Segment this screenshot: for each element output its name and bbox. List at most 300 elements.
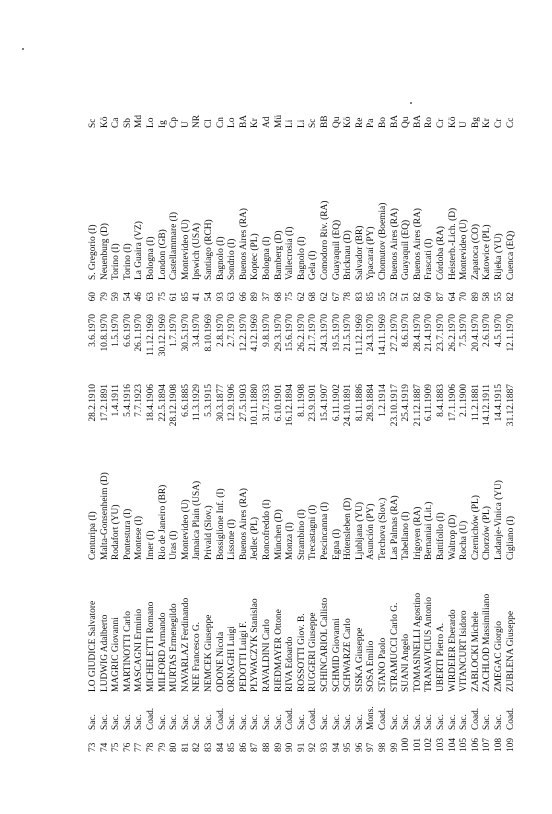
entry-province-code: Kö xyxy=(343,116,354,128)
entry-death-place: Ipswich (USA) xyxy=(192,222,203,280)
entry-birthplace: Montese (I) xyxy=(134,516,145,560)
entry-province-code: Lo xyxy=(227,117,238,128)
entry-death-place: Gela (I) xyxy=(308,250,319,280)
entry-name: PEDOTTI Luigi F. xyxy=(238,621,249,692)
entry-name: MURTAS Ermenegildo xyxy=(169,603,180,692)
entry-birth-date: 12.9.1906 xyxy=(227,384,238,422)
entry-name: ORNAGHI Luigi xyxy=(227,626,238,692)
entry-birthplace: Pescincanna (I) xyxy=(320,501,330,560)
entry-name: MICHELETTI Romano xyxy=(146,601,156,692)
entry-death-date: 19.5.1970 xyxy=(331,314,342,352)
entry-birth-date: 31.12.1887 xyxy=(505,384,516,427)
entry-role: Sac. xyxy=(320,714,330,730)
entry-role: Sac. xyxy=(192,714,203,730)
entry-name: ZUBLENA Giuseppe xyxy=(505,611,516,692)
entry-death-date: 7.5.1970 xyxy=(459,314,470,347)
entry-name: ZMEGAC Giorgio xyxy=(494,621,504,692)
entry-province-code: U xyxy=(180,121,191,128)
entry-death-date: 27.2.1970 xyxy=(389,314,400,352)
entry-province-code: BB xyxy=(320,115,330,128)
table-row xyxy=(459,102,471,752)
table-row xyxy=(111,102,123,752)
entry-death-place: Vallecrosia (I) xyxy=(285,226,296,280)
entry-role: Sac. xyxy=(262,714,272,730)
entry-role: Coad. xyxy=(505,707,516,730)
entry-province-code: Ca xyxy=(111,117,122,128)
entry-death-place: Buenos Aires (RA) xyxy=(389,208,400,280)
table-row xyxy=(482,102,494,752)
entry-role: Sac. xyxy=(482,714,493,730)
entry-number: 82 xyxy=(192,742,203,752)
table-row xyxy=(262,102,274,752)
entry-name: ODONE Nicola xyxy=(215,631,226,692)
entry-birth-date: 30.3.1877 xyxy=(215,384,226,422)
entry-age: 87 xyxy=(436,292,446,302)
entry-name: SCHMID Giovanni xyxy=(331,618,342,692)
entry-number: 100 xyxy=(401,737,412,752)
entry-death-place: Montevideo (U) xyxy=(459,219,470,280)
entry-birthplace: München (D) xyxy=(273,509,284,560)
entry-death-place: Neuenburg (D) xyxy=(99,223,110,280)
entry-role: Sac. xyxy=(134,714,145,730)
entry-age: 66 xyxy=(238,292,249,302)
table-row xyxy=(134,102,146,752)
entry-death-place: Ypacaraí (PY) xyxy=(366,226,377,280)
table-row xyxy=(424,102,436,752)
table-row xyxy=(100,102,112,752)
entry-number: 83 xyxy=(204,742,214,752)
entry-role: Coad. xyxy=(470,707,481,730)
entry-age: 89 xyxy=(470,292,481,302)
entry-number: 89 xyxy=(273,742,284,752)
entry-death-date: 21.4.1970 xyxy=(424,314,435,352)
entry-birthplace: Battifollo (I) xyxy=(436,512,446,560)
entry-role: Sac. xyxy=(99,714,110,730)
entry-role: Sac. xyxy=(238,714,249,730)
entry-role: Sac. xyxy=(296,714,307,730)
entry-birthplace: Czernichów (PL) xyxy=(470,495,481,560)
entry-birthplace: Hötensleben (D) xyxy=(343,497,354,560)
table-row xyxy=(413,102,425,752)
entry-death-place: Bagnolo (I) xyxy=(296,236,307,280)
entry-birth-date: 24.10.1891 xyxy=(343,384,354,427)
entry-birth-date: 6.11.1902 xyxy=(331,384,342,422)
entry-province-code: Re xyxy=(354,117,365,128)
entry-name: RAVALDINI Carlo xyxy=(262,619,272,692)
entry-age: 54 xyxy=(122,292,133,302)
entry-role: Sac. xyxy=(227,714,238,730)
table-row xyxy=(448,102,460,752)
entry-province-code: Pa xyxy=(366,118,377,128)
entry-birth-date: 8.4.1883 xyxy=(436,384,446,417)
table-row xyxy=(158,102,170,752)
entry-birthplace: Terchova (Slov.) xyxy=(378,497,388,560)
entry-age: 64 xyxy=(447,292,458,302)
entry-province-code: Cl xyxy=(204,119,214,128)
entry-birthplace: Rodafort (YU) xyxy=(111,504,122,560)
table-row xyxy=(494,102,506,752)
entry-name: WIRDEIER Eberardo xyxy=(447,609,458,692)
entry-death-place: Sondrio (I) xyxy=(227,238,238,280)
entry-birthplace: Imer (I) xyxy=(146,530,156,560)
entry-number: 73 xyxy=(88,742,98,752)
entry-death-date: 21.7.1970 xyxy=(308,314,319,352)
entry-name: SCHWARZE Carlo xyxy=(343,618,354,692)
entry-number: 105 xyxy=(459,737,470,752)
entry-birthplace: Irigoyen (RA) xyxy=(412,506,423,560)
entry-birth-date: 2.1.1900 xyxy=(459,384,470,417)
entry-province-code: Ad xyxy=(262,116,272,128)
entry-province-code: Lo xyxy=(146,117,156,128)
entry-death-date: 1.7.1970 xyxy=(169,314,180,347)
entry-age: 79 xyxy=(99,292,110,302)
entry-age: 41 xyxy=(192,292,203,302)
entry-birthplace: Cigliano (I) xyxy=(505,515,516,560)
entry-death-date: 12.2.1970 xyxy=(238,314,249,352)
entry-death-place: Bagnolo (I) xyxy=(215,236,226,280)
entry-age: 59 xyxy=(111,292,122,302)
entry-name: SISKA Giuseppe xyxy=(354,627,365,692)
entry-number: 101 xyxy=(412,737,423,752)
entry-province-code: Mü xyxy=(273,114,284,128)
entry-number: 103 xyxy=(436,737,446,752)
entry-birth-date: 15.4.1907 xyxy=(320,384,330,422)
entry-death-date: 20.4.1970 xyxy=(470,314,481,352)
entry-death-place: S. Gregorio (I) xyxy=(88,224,98,280)
entry-death-date: 4.5.1970 xyxy=(494,314,504,347)
entry-death-place: La Guaira (VZ) xyxy=(134,221,145,280)
entry-role: Coad. xyxy=(215,707,226,730)
entry-number: 86 xyxy=(238,742,249,752)
entry-number: 90 xyxy=(285,742,296,752)
entry-death-date: 3.6.1970 xyxy=(88,314,98,347)
entry-role: Sac. xyxy=(122,714,133,730)
entry-name: SCHINCARIOL Callisto xyxy=(320,597,330,692)
entry-province-code: BA xyxy=(238,114,249,128)
entry-number: 74 xyxy=(99,742,110,752)
entry-birth-date: 14.12.1911 xyxy=(482,384,493,426)
entry-birth-date: 7.7.1923 xyxy=(134,384,145,417)
entry-death-date: 23.7.1970 xyxy=(436,314,446,352)
entry-name: ROSSOTTI Giov. B. xyxy=(296,613,307,692)
entry-age: 55 xyxy=(378,292,388,302)
entry-death-date: 2.6.1970 xyxy=(482,314,493,347)
entry-death-date: 26.2.1970 xyxy=(296,314,307,352)
table-row xyxy=(366,102,378,752)
entry-province-code: Sc xyxy=(88,118,98,128)
entry-province-code: Li xyxy=(296,119,307,128)
table-row xyxy=(320,102,332,752)
entry-birth-date: 23.9.1901 xyxy=(308,384,319,422)
entry-name: ZACHLOD Massimiliano xyxy=(482,593,493,692)
scan-speck xyxy=(22,48,24,50)
entry-birth-date: 11.2.1881 xyxy=(470,384,481,422)
entry-number: 91 xyxy=(296,742,307,752)
entry-age: 63 xyxy=(227,292,238,302)
entry-birth-date: 1.4.1911 xyxy=(111,384,122,417)
entry-death-place: Guayaquil (EQ) xyxy=(331,219,342,280)
table-row xyxy=(146,102,158,752)
entry-age: 85 xyxy=(366,292,377,302)
table-row xyxy=(169,102,181,752)
entry-death-place: Guayaquil (EQ) xyxy=(401,219,412,280)
entry-birth-date: 22.5.1894 xyxy=(157,384,168,422)
entry-name: STANO Paolo xyxy=(378,637,388,692)
entry-number: 84 xyxy=(215,742,226,752)
entry-province-code: Kr xyxy=(482,118,493,128)
entry-age: 82 xyxy=(505,292,516,302)
entry-province-code: Cr xyxy=(494,118,504,128)
entry-birth-date: 17.1.1906 xyxy=(447,384,458,422)
entry-death-place: Torino (I) xyxy=(122,243,133,280)
entry-number: 93 xyxy=(320,742,330,752)
entry-name: ZABLOCKI Michele xyxy=(470,611,481,692)
entry-number: 78 xyxy=(146,742,156,752)
entry-province-code: Sc xyxy=(308,118,319,128)
entry-province-code: Kr xyxy=(250,118,261,128)
entry-death-date: 8.10.1969 xyxy=(204,314,214,352)
entry-birth-date: 28.9.1884 xyxy=(366,384,377,422)
entry-death-place: London (GB) xyxy=(157,229,168,280)
entry-birth-date: 14.4.1915 xyxy=(494,384,504,422)
entry-death-place: Koptec (PL) xyxy=(250,233,261,280)
entry-name: MASCAGNI Erminio xyxy=(134,608,145,692)
entry-number: 85 xyxy=(227,742,238,752)
entry-birthplace: Roncofreddo (I) xyxy=(262,499,272,560)
entry-birthplace: Rocha (U) xyxy=(459,520,470,560)
entry-birth-date: 11.3.1929 xyxy=(192,384,203,422)
table-row xyxy=(181,102,193,752)
entry-role: Sac. xyxy=(401,714,412,730)
entry-province-code: Qu xyxy=(401,116,412,128)
entry-birthplace: Privald (Slov.) xyxy=(204,505,214,560)
entry-role: Sac. xyxy=(412,714,423,730)
table-row xyxy=(436,102,448,752)
entry-age: 75 xyxy=(157,292,168,302)
entry-province-code: Ig xyxy=(157,120,168,128)
entry-number: 107 xyxy=(482,737,493,752)
entry-province-code: Bo xyxy=(378,117,388,128)
entry-death-place: Montevideo (U) xyxy=(180,219,191,280)
entry-birthplace: Bossiglione Inf. (I) xyxy=(215,488,226,560)
entry-name: NEMCEK Giuseppe xyxy=(204,614,214,692)
entry-death-date: 4.12.1969 xyxy=(250,314,261,352)
entry-birth-date: 6.10.1901 xyxy=(273,384,284,422)
entry-name: TRANAVICIUS Antonio xyxy=(424,597,435,692)
entry-name: NEE Francesco G. xyxy=(192,621,203,692)
entry-birth-date: 25.4.1919 xyxy=(401,384,412,422)
entry-birthplace: Egna (I) xyxy=(331,529,342,560)
entry-birthplace: Buenos Aires (RA) xyxy=(238,488,249,560)
entry-province-code: Cn xyxy=(215,117,226,128)
entry-age: 51 xyxy=(401,292,412,302)
entry-birth-date: 6.6.1885 xyxy=(180,384,191,417)
entry-birthplace: Lissone (I) xyxy=(227,519,238,560)
entry-role: Sac. xyxy=(111,714,122,730)
scan-speck xyxy=(410,102,412,104)
entry-birth-date: 28.2.1910 xyxy=(88,384,98,422)
entry-number: 88 xyxy=(262,742,272,752)
entry-age: 82 xyxy=(412,292,423,302)
entry-age: 60 xyxy=(88,292,98,302)
table-row xyxy=(250,102,262,752)
table-row xyxy=(343,102,355,752)
entry-name: MARTINOTTI Carlo xyxy=(122,611,133,692)
entry-province-code: Bg xyxy=(470,117,481,128)
entry-birth-date: 21.12.1887 xyxy=(412,384,423,427)
entry-death-date: 9.8.1970 xyxy=(262,314,272,347)
entry-role: Sac. xyxy=(494,714,504,730)
entry-birth-date: 6.11.1909 xyxy=(424,384,435,422)
entry-death-place: Salvador (BR) xyxy=(354,225,365,280)
entry-death-date: 15.6.1970 xyxy=(285,314,296,352)
entry-role: Sac. xyxy=(273,714,284,730)
entry-role: Sac. xyxy=(331,714,342,730)
entry-number: 109 xyxy=(505,737,516,752)
entry-death-date: 6.6.1970 xyxy=(122,314,133,347)
entry-province-code: Sb xyxy=(122,118,133,128)
entry-age: 93 xyxy=(215,292,226,302)
entry-role: Coad. xyxy=(378,707,388,730)
entry-province-code: Cc xyxy=(505,117,516,128)
entry-death-date: 11.12.1969 xyxy=(354,314,365,356)
entry-role: Coad. xyxy=(146,707,156,730)
entry-role: Sac. xyxy=(459,714,470,730)
entry-birthplace: Jedlec (PL) xyxy=(250,517,261,560)
entry-role: Coad. xyxy=(308,707,319,730)
entry-death-place: Bologna (I) xyxy=(146,236,156,280)
entry-age: 61 xyxy=(169,292,180,302)
entry-age: 68 xyxy=(308,292,319,302)
entry-number: 75 xyxy=(111,742,122,752)
entry-number: 92 xyxy=(308,742,319,752)
entry-age: 67 xyxy=(331,292,342,302)
entry-number: 104 xyxy=(447,737,458,752)
entry-birth-date: 1.2.1914 xyxy=(378,384,388,417)
entry-number: 102 xyxy=(424,737,435,752)
entry-age: 60 xyxy=(424,292,435,302)
entry-number: 97 xyxy=(366,742,377,752)
entry-province-code: Qu xyxy=(331,116,342,128)
entry-birthplace: Tabellano (I) xyxy=(401,511,412,560)
entry-death-date: 10.8.1970 xyxy=(99,314,110,352)
entry-number: 79 xyxy=(157,742,168,752)
entry-name: RIEDMAYER Ottone xyxy=(273,609,284,692)
entry-birthplace: Centuripa (I) xyxy=(88,511,98,560)
entry-death-place: Castellammare (I) xyxy=(169,212,180,280)
entry-age: 62 xyxy=(320,292,330,302)
entry-death-date: 26.1.1970 xyxy=(134,314,145,352)
entry-death-place: Córdoba (RA) xyxy=(436,226,446,280)
entry-birthplace: Waltrop (D) xyxy=(447,514,458,560)
entry-role: Sac. xyxy=(389,714,400,730)
entry-birthplace: Ladanje-Vinica (YU) xyxy=(494,480,504,560)
entry-name: SUANI Angelo xyxy=(401,633,412,692)
entry-birth-date: 8.11.1886 xyxy=(354,384,365,422)
table-row xyxy=(239,102,251,752)
entry-death-place: Cuenca (EQ) xyxy=(505,230,516,280)
entry-name: PLYWACZYK Stanislao xyxy=(250,598,261,692)
entry-province-code: Kö xyxy=(99,116,110,128)
entry-name: MILFORD Armando xyxy=(157,612,168,692)
entry-name: NAVARLAZ Ferdinando xyxy=(180,597,191,692)
entry-age: 55 xyxy=(494,292,504,302)
entry-age: 70 xyxy=(459,292,470,302)
entry-death-date: 24.3.1970 xyxy=(320,314,330,352)
entry-birthplace: Jamaica Plain (USA) xyxy=(192,480,203,560)
entry-death-place: Torino (I) xyxy=(111,243,122,280)
entry-birthplace: Chorzów (PL) xyxy=(482,506,493,560)
necrology-table xyxy=(88,102,518,752)
entry-birthplace: Monza (I) xyxy=(285,522,296,560)
entry-province-code: BA xyxy=(412,114,423,128)
entry-role: Coad. xyxy=(285,707,296,730)
entry-death-date: 30.12.1969 xyxy=(157,314,168,357)
entry-role: Mons. xyxy=(366,706,377,730)
entry-number: 77 xyxy=(134,742,145,752)
entry-number: 81 xyxy=(180,742,191,752)
entry-birthplace: Rio de Janeiro (BR) xyxy=(157,484,168,560)
entry-number: 108 xyxy=(494,737,504,752)
entry-role: Sac. xyxy=(447,714,458,730)
entry-death-date: 11.12.1969 xyxy=(146,314,156,356)
entry-birth-date: 31.7.1933 xyxy=(262,384,272,422)
entry-death-date: 3.4.1970 xyxy=(192,314,203,347)
entry-province-code: U xyxy=(459,121,470,128)
entry-name: UBERTI Pietro A. xyxy=(436,623,446,692)
entry-number: 80 xyxy=(169,742,180,752)
entry-age: 63 xyxy=(146,292,156,302)
entry-age: 37 xyxy=(262,292,272,302)
entry-birth-date: 17.2.1891 xyxy=(99,384,110,422)
entry-name: TOMASINELLI Agostino xyxy=(412,592,423,692)
entry-age: 89 xyxy=(250,292,261,302)
entry-death-place: Comodoro Riv. (RA) xyxy=(320,200,330,280)
table-row xyxy=(274,102,286,752)
entry-name: RUGGERI Giuseppe xyxy=(308,612,319,692)
entry-number: 87 xyxy=(250,742,261,752)
entry-province-code: Ro xyxy=(424,117,435,128)
table-row xyxy=(332,102,344,752)
table-row xyxy=(390,102,402,752)
entry-name: SOSA Emilio xyxy=(366,640,377,692)
entry-role: Sac. xyxy=(157,714,168,730)
entry-age: 62 xyxy=(296,292,307,302)
entry-birth-date: 5.3.1915 xyxy=(204,384,214,417)
entry-birthplace: Ljubljana (YU) xyxy=(354,501,365,560)
entry-death-date: 28.4.1970 xyxy=(412,314,423,352)
entry-province-code: Li xyxy=(285,119,296,128)
entry-death-date: 1.5.1970 xyxy=(111,314,122,347)
entry-death-date: 14.11.1969 xyxy=(378,314,388,356)
entry-death-place: Bricknau (D) xyxy=(343,230,354,280)
entry-role: Sac. xyxy=(88,714,98,730)
table-row xyxy=(204,102,216,752)
entry-province-code: BA xyxy=(389,114,400,128)
entry-death-place: Katowice (PL) xyxy=(482,224,493,280)
entry-number: 99 xyxy=(389,742,400,752)
entry-birth-date: 18.4.1906 xyxy=(146,384,156,422)
entry-death-date: 24.3.1970 xyxy=(366,314,377,352)
entry-age: 54 xyxy=(204,292,214,302)
table-row xyxy=(308,102,320,752)
table-row xyxy=(216,102,228,752)
table-row xyxy=(355,102,367,752)
entry-number: 96 xyxy=(354,742,365,752)
entry-role: Sac. xyxy=(204,714,214,730)
table-row xyxy=(123,102,135,752)
entry-death-place: Chomutov (Boemia) xyxy=(378,202,388,280)
